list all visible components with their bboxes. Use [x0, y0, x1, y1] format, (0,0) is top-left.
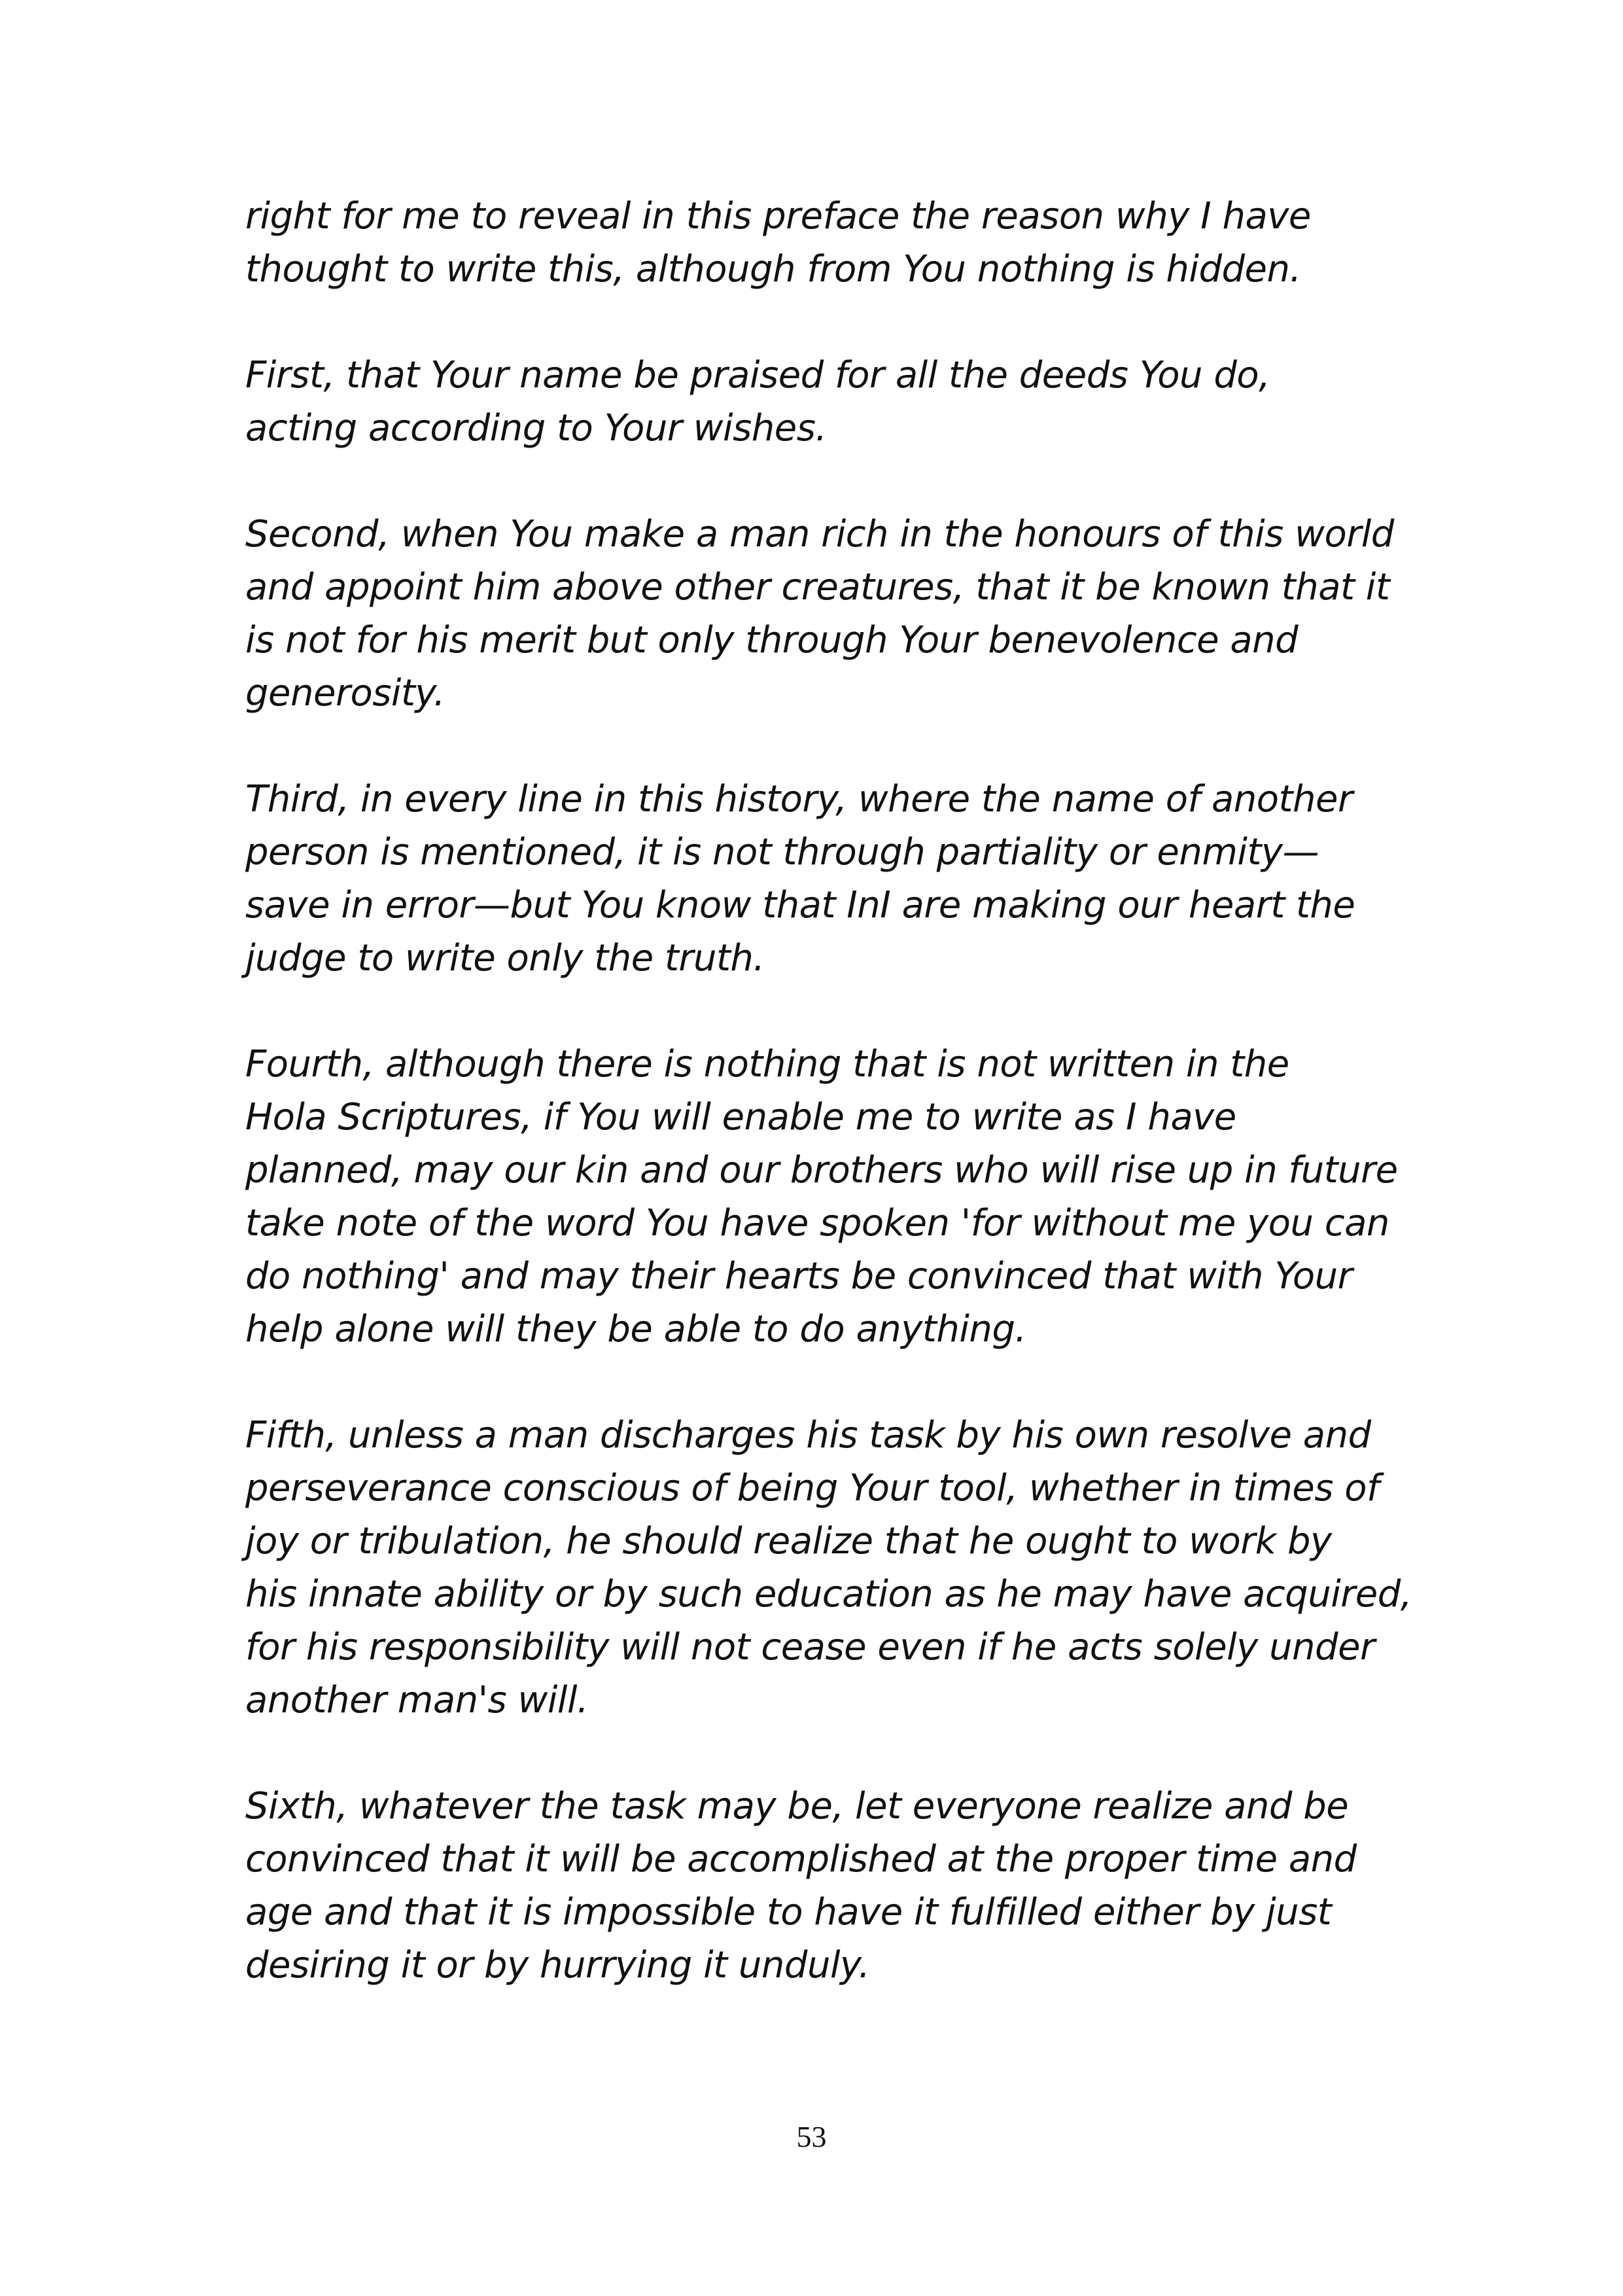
paragraph-fourth: [245, 1038, 1397, 1356]
text-line: Second, when You make a man rich in the honours of this world: [245, 513, 1394, 556]
text-line: joy or tribulation, he should realize that he ought to work by: [245, 1520, 1332, 1563]
text-line: Fourth, although there is nothing that is not written in the: [245, 1043, 1289, 1086]
text-line: person is mentioned, it is not through partiality or enmity—: [245, 831, 1319, 874]
text-line: Hola Scriptures, if You will enable me to write as I have: [245, 1096, 1236, 1139]
text-line: acting according to Your wishes.: [245, 407, 827, 450]
text-line: planned, may our kin and our brothers who will rise up in future: [245, 1149, 1398, 1192]
text-line: Sixth, whatever the task may be, let everyone realize and be: [245, 1785, 1349, 1828]
text-line: generosity.: [245, 672, 445, 715]
paragraph-third: [245, 773, 1397, 985]
text-line: right for me to reveal in this preface the reason why I have: [245, 195, 1311, 238]
text-line: Fifth, unless a man discharges his task by his own resolve and: [245, 1414, 1371, 1457]
page-number: 53: [796, 2120, 827, 2153]
text-line: take note of the word You have spoken 'for without me you can: [245, 1202, 1389, 1245]
text-line: age and that it is impossible to have it fulfilled either by just: [245, 1891, 1332, 1934]
text-line: and appoint him above other creatures, that it be known that it: [245, 566, 1390, 609]
paragraph-first: [245, 349, 1397, 455]
paragraph-sixth: [245, 1780, 1397, 1992]
text-line: thought to write this, although from You nothing is hidden.: [245, 248, 1301, 291]
paragraph-preface-reason: [245, 190, 1397, 296]
paragraph-fifth: [245, 1409, 1412, 1727]
text-line: his innate ability or by such education as he may have acquired,: [245, 1573, 1412, 1616]
text-line: convinced that it will be accomplished at the proper time and: [245, 1838, 1357, 1881]
body-text: [245, 190, 1412, 2045]
text-line: help alone will they be able to do anything.: [245, 1308, 1026, 1351]
text-line: save in error—but You know that InI are making our heart the: [245, 884, 1355, 927]
text-line: do nothing' and may their hearts be convinced that with Your: [245, 1255, 1353, 1298]
text-line: desiring it or by hurrying it unduly.: [245, 1944, 870, 1987]
text-line: is not for his merit but only through Your benevolence and: [245, 619, 1299, 662]
text-line: for his responsibility will not cease even if he acts solely under: [245, 1626, 1375, 1669]
text-line: judge to write only the truth.: [245, 937, 765, 980]
text-line: First, that Your name be praised for all the deeds You do,: [245, 354, 1270, 397]
text-line: Third, in every line in this history, where the name of another: [245, 778, 1353, 821]
text-line: perseverance conscious of being Your tool, whether in times of: [245, 1467, 1380, 1510]
paragraph-second: [245, 508, 1397, 720]
text-line: another man's will.: [245, 1679, 589, 1722]
